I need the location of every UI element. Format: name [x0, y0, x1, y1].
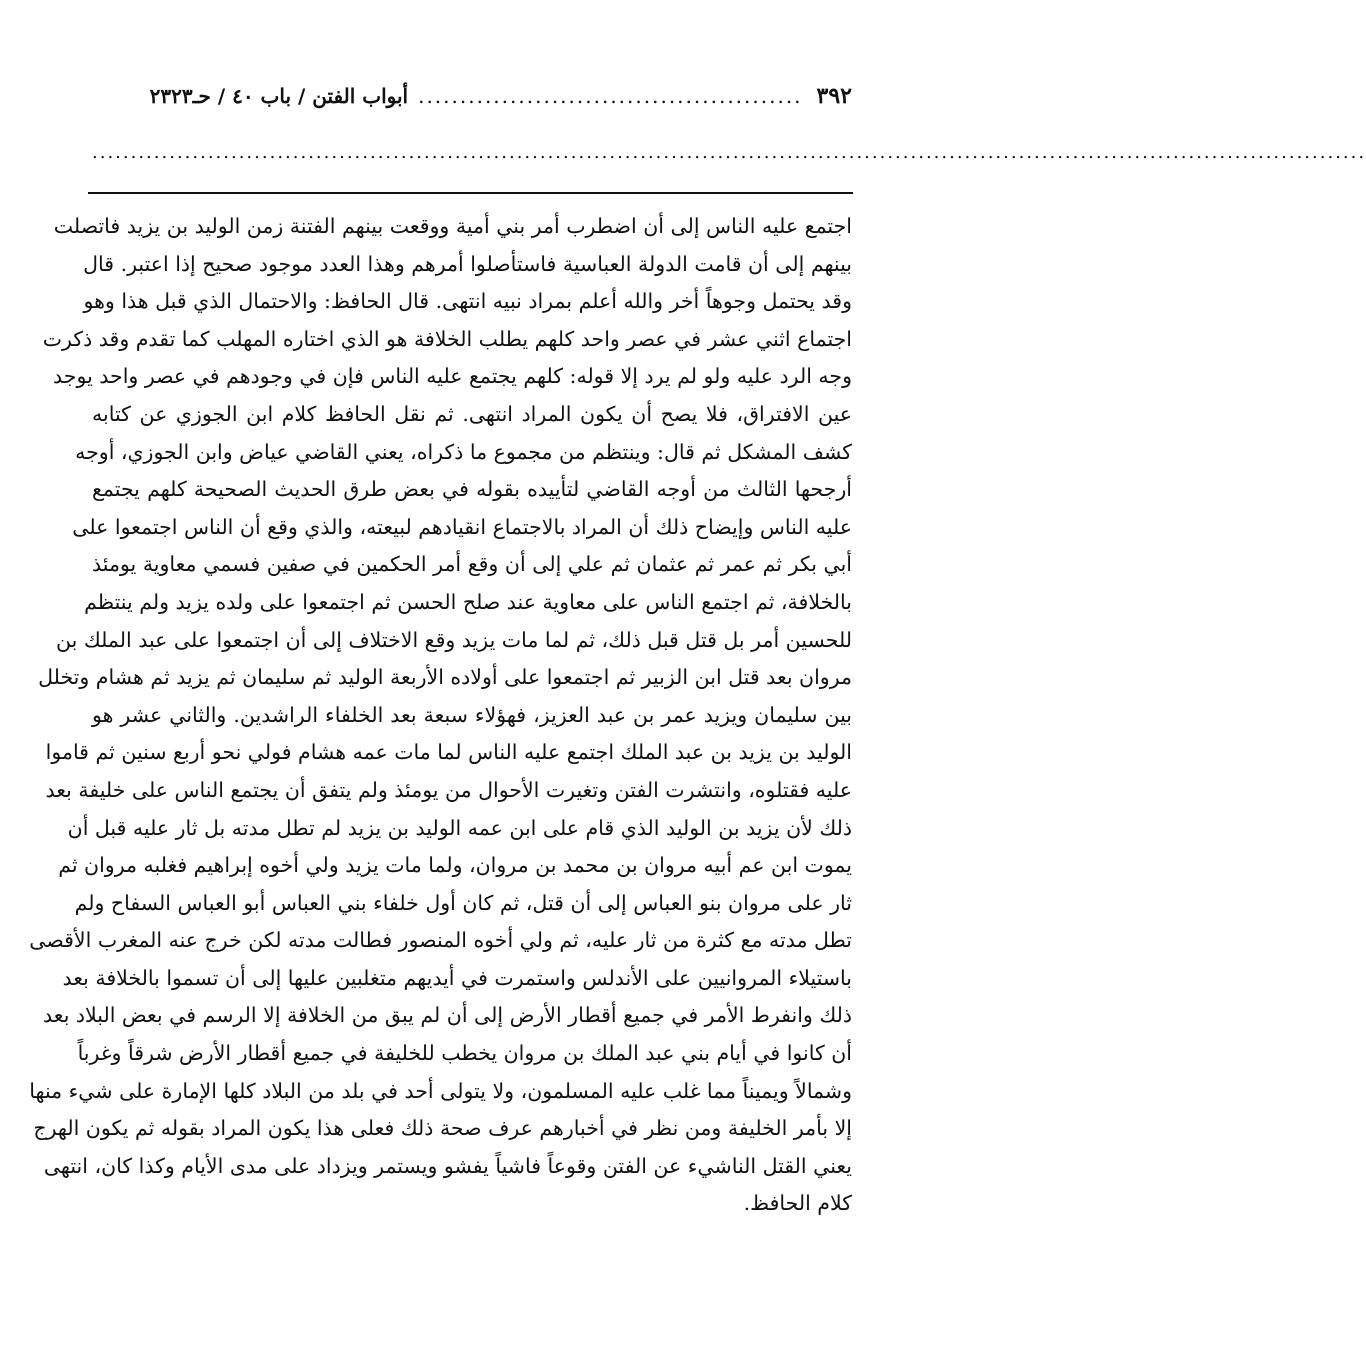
page-header — [92, 78, 852, 114]
text-line: أرجحها الثالث من أوجه القاضي لتأييده بقوله في بعض طرق الحديث الصحيحة كلهم يجتمع — [92, 477, 852, 502]
text-line: بينهم إلى أن قامت الدولة العباسية فاستأصلوا أمرهم وهذا العدد موجود صحيح إذا اعتبر. قال — [83, 251, 852, 276]
text-line: باستيلاء المروانيين على الأندلس واستمرت في أيديهم متغلبين عليها إلى أن تسموا بالخلافة بعد — [62, 965, 852, 990]
text-line: الوليد بن يزيد بن عبد الملك اجتمع عليه الناس لما مات عمه هشام فولي نحو أربع سنين ثم قاموا — [45, 740, 852, 765]
text-line: عليه فقتلوه، وانتشرت الفتن وتغيرت الأحوال من يومئذ ولم يتفق أن يجتمع الناس على خليفة بعد — [45, 777, 852, 802]
text-line: وشمالاً ويميناً مما غلب عليه المسلمون، ولا يتولى أحد في بلد من البلاد كلها الإمارة على شيء منها — [29, 1078, 852, 1103]
text-line: عليه الناس وإيضاح ذلك أن المراد بالاجتماع انقيادهم لبيعته، والذي وقع أن الناس اجتمعوا على — [72, 514, 852, 539]
text-line: وقد يحتمل وجوهاً أخر والله أعلم بمراد نبيه انتهى. قال الحافظ: والاحتمال الذي قبل هذا وهو — [83, 289, 852, 314]
dotted-separator: ..................................................................................................................................................................... — [92, 142, 1366, 163]
horizontal-rule — [88, 192, 853, 194]
text-line: اجتماع اثني عشر في عصر واحد كلهم يطلب الخلافة هو الذي اختاره المهلب كما تقدم وقد ذكرت — [42, 326, 852, 351]
text-line: يعني القتل الناشيء عن الفتن وقوعاً فاشياً يفشو ويستمر ويزداد على مدى الأيام وكذا كان، انتهى — [43, 1153, 852, 1178]
text-line: وجه الرد عليه ولو لم يرد إلا قوله: كلهم يجتمع عليه الناس فإن في وجودهم في عصر واحد يوجد — [53, 364, 852, 389]
header-leader-dots: .............................................. — [418, 84, 803, 108]
text-line-last: كلام الحافظ. — [743, 1191, 852, 1216]
text-line: ثار على مروان بنو العباس إلى أن قتل، ثم كان أول خلفاء بني العباس أبو العباس السفاح ولم — [74, 890, 852, 915]
body-text — [29, 208, 852, 1223]
page-number: ٣٩٢ — [816, 83, 852, 109]
text-line: إلا بأمر الخليفة ومن نظر في أخبارهم عرف صحة ذلك فعلى هذا يكون المراد بقوله ثم يكون الهرج — [33, 1116, 852, 1141]
text-line: ذلك لأن يزيد بن الوليد الذي قام على ابن عمه الوليد بن يزيد لم تطل مدته بل ثار عليه قبل أن — [67, 815, 852, 840]
text-line: عين الافتراق، فلا يصح أن يكون المراد انتهى. ثم نقل الحافظ كلام ابن الجوزي عن كتابه — [92, 401, 852, 426]
text-line: مروان بعد قتل ابن الزبير ثم اجتمعوا على أولاده الأربعة الوليد ثم سليمان ثم يزيد ثم هشام وتخلل — [38, 665, 852, 690]
text-line: للحسين أمر بل قتل قبل ذلك، ثم لما مات يزيد وقع الاختلاف إلى أن اجتمعوا على عبد الملك بن — [56, 627, 852, 652]
text-line: بين سليمان ويزيد عمر بن عبد العزيز، فهؤلاء سبعة بعد الخلفاء الراشدين. والثاني عشر هو — [92, 702, 852, 727]
text-line: أبي بكر ثم عمر ثم عثمان ثم علي إلى أن وقع أمر الحكمين في صفين فسمي معاوية يومئذ — [92, 552, 852, 577]
text-line: كشف المشكل ثم قال: وينتظم من مجموع ما ذكراه، يعني القاضي عياض وابن الجوزي، أوجه — [75, 439, 852, 464]
text-line: اجتمع عليه الناس إلى أن اضطرب أمر بني أمية ووقعت بينهم الفتنة زمن الوليد بن يزيد فاتصلت — [53, 214, 852, 238]
text-line: تطل مدته مع كثرة من ثار عليه، ثم ولي أخوه المنصور فطالت مدته لكن خرج عنه المغرب الأقصى — [29, 928, 852, 953]
text-line: يموت ابن عم أبيه مروان بن محمد بن مروان، ولما مات يزيد ولي أخوه إبراهيم فغلبه مروان ثم — [58, 853, 852, 878]
text-line: ذلك وانفرط الأمر في جميع أقطار الأرض إلى أن لم يبق من الخلافة إلا الرسم في بعض البلاد بعد — [43, 1003, 852, 1028]
text-line: أن كانوا في أيام بني عبد الملك بن مروان يخطب للخليفة في جميع أقطار الأرض شرقاً وغرباً — [77, 1041, 852, 1066]
text-line: بالخلافة، ثم اجتمع الناس على معاوية عند صلح الحسن ثم اجتمعوا على ولده يزيد ولم ينتظم — [84, 589, 852, 614]
running-title: أبواب الفتن / باب ٤٠ / حـ٢٣٢٣ — [149, 84, 409, 108]
